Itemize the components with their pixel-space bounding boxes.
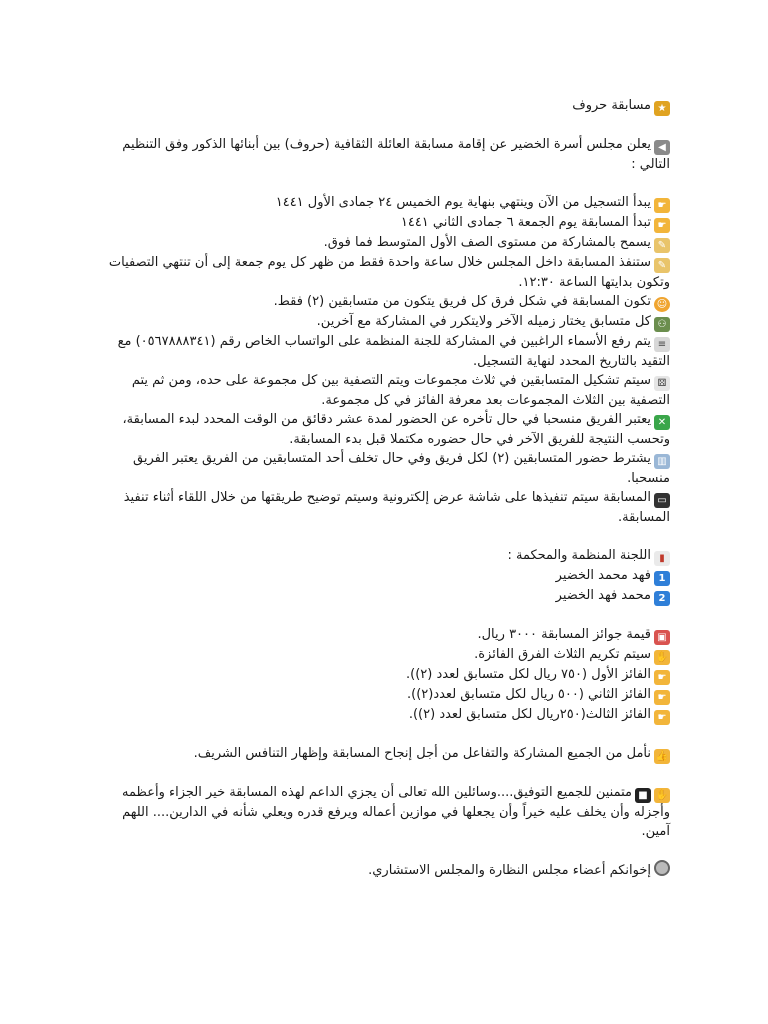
- prize-text: الفائز الثالث(٢٥٠ريال لكل متسابق لعدد (٢)).: [408, 707, 651, 722]
- document-title: مسابقة حروف: [572, 98, 651, 113]
- rule-item: [100, 213, 670, 233]
- pointing-hand-icon: ☛: [654, 670, 670, 685]
- announcement-document: [100, 96, 670, 880]
- rule-item: [100, 371, 670, 410]
- rule-text: كل متسابق يختار زميله الآخر ولايتكرر في المشاركة مع آخرين.: [316, 314, 651, 329]
- cross-mark-icon: ✕: [654, 415, 670, 430]
- pointing-hand-icon: ☛: [654, 710, 670, 725]
- rule-item: [100, 233, 670, 253]
- hope-line: [100, 744, 670, 764]
- rule-item: [100, 449, 670, 488]
- bar-chart-icon: ▮: [654, 551, 670, 566]
- rule-text: يبدأ التسجيل من الآن وينتهي بنهاية يوم الخميس ٢٤ جمادى الأول ١٤٤١: [275, 195, 651, 210]
- rule-text: يسمح بالمشاركة من مستوى الصف الأول المتوسط فما فوق.: [323, 235, 651, 250]
- rule-text: يتم رفع الأسماء الراغبين في المشاركة للجنة المنظمة على الواتساب الخاص رقم (٠٥٦٧٨٨٨٣٤١) مع التقيد بالتاريخ المحدد لنهاية التسجيل.: [117, 334, 670, 369]
- dice-icon: ⚄: [654, 376, 670, 391]
- clapping-icon: ✋: [655, 652, 669, 663]
- member-name: فهد محمد الخضير: [555, 568, 651, 583]
- faces-icon: ☺: [654, 297, 670, 312]
- pointing-hand-icon: ☛: [654, 690, 670, 705]
- committee-heading-line: [100, 546, 670, 566]
- prize-text: قيمة جوائز المسابقة ٣٠٠٠ ريال.: [477, 627, 651, 642]
- book-icon: ▥: [654, 454, 670, 469]
- rule-item: [100, 253, 670, 292]
- intro-line: [100, 135, 670, 174]
- gift-icon: ▣: [654, 630, 670, 645]
- rule-item: [100, 332, 670, 371]
- rule-text: سيتم تشكيل المتسابقين في ثلاث مجموعات ويتم التصفية بين كل مجموعة على حده، ومن ثم يتم التصفية بين الثلاث المجموعات بعد معرفة الفائز في كل مجموعة.: [131, 373, 670, 408]
- thumbs-up-icon: 👍: [655, 751, 669, 762]
- prize-item: [100, 685, 670, 705]
- rule-item: [100, 292, 670, 312]
- rule-text: تكون المسابقة في شكل فرق كل فريق يتكون من متسابقين (٢) فقط.: [273, 294, 651, 309]
- prize-item: [100, 625, 670, 645]
- rule-text: ستنفذ المسابقة داخل المجلس خلال ساعة واحدة فقط من ظهر كل يوم جمعة إلى أن تنتهي التصفيات وتكون بدايتها الساعة ١٢:٣٠.: [108, 255, 670, 290]
- prize-item: [100, 665, 670, 685]
- pointing-hand-icon: ☛: [654, 218, 670, 233]
- committee-member: [100, 586, 670, 606]
- closing-text: متمنين للجميع التوفيق....وسائلين الله تعالى أن يجزي الداعم لهذه المسابقة خير الجزاء وأعظمه وأجزله وأن يخلف عليه خيراً وأن يجعلها في موازين أعماله ويرفع قدره ويعلي شأنه في الدارين.... اللهم آمين.: [122, 785, 670, 839]
- clipboard-icon: ≡: [654, 337, 670, 352]
- raised-hands-icon: ✋: [655, 790, 669, 801]
- intro-text: يعلن مجلس أسرة الخضير عن إقامة مسابقة العائلة الثقافية (حروف) بين أبنائها الذكور وفق التنظيم التالي :: [122, 137, 670, 172]
- signature-line: [100, 860, 670, 880]
- trophy-icon: ★: [654, 101, 670, 116]
- radio-button-icon: [654, 860, 670, 876]
- closing-line: [100, 783, 670, 841]
- prize-item: [100, 645, 670, 665]
- rule-item: [100, 410, 670, 449]
- rule-item: [100, 312, 670, 332]
- signature-text: إخوانكم أعضاء مجلس النظارة والمجلس الاستشاري.: [368, 863, 651, 878]
- committee-member: [100, 566, 670, 586]
- rule-item: [100, 488, 670, 527]
- keycap-two-icon: 2: [654, 591, 670, 606]
- speaker-icon: ◀: [654, 140, 670, 155]
- prize-text: سيتم تكريم الثلاث الفرق الفائزة.: [474, 647, 651, 662]
- rule-text: يشترط حضور المتسابقين (٢) لكل فريق وفي حال تخلف أحد المتسابقين من الفريق يعتبر الفريق منسحبا.: [133, 451, 670, 486]
- monitor-icon: ▭: [654, 493, 670, 508]
- pencil-icon: ✎: [654, 258, 670, 273]
- member-name: محمد فهد الخضير: [555, 588, 651, 603]
- pencil-icon: ✎: [654, 238, 670, 253]
- rule-text: المسابقة سيتم تنفيذها على شاشة عرض إلكترونية وسيتم توضيح طريقتها من خلال اللقاء أثناء تنفيذ المسابقة.: [123, 490, 670, 525]
- prize-item: [100, 705, 670, 725]
- title-line: [100, 96, 670, 116]
- people-icon: ⚇: [654, 317, 670, 332]
- rule-text: يعتبر الفريق منسحبا في حال تأخره عن الحضور لمدة عشر دقائق من الوقت المحدد لبدء المسابقة، وتحسب النتيجة للفريق الآخر في حال حضوره مكتملا قبل بدء المسابقة.: [122, 412, 670, 447]
- kaaba-icon: ■: [635, 788, 651, 803]
- rule-text: تبدأ المسابقة يوم الجمعة ٦ جمادى الثاني ١٤٤١: [400, 215, 651, 230]
- rule-item: [100, 193, 670, 213]
- committee-heading: اللجنة المنظمة والمحكمة :: [507, 548, 651, 563]
- prize-text: الفائز الثاني (٥٠٠ ريال لكل متسابق لعدد(٢)).: [406, 687, 651, 702]
- keycap-one-icon: 1: [654, 571, 670, 586]
- hope-text: نأمل من الجميع المشاركة والتفاعل من أجل إنجاح المسابقة وإظهار التنافس الشريف.: [193, 746, 651, 761]
- prize-text: الفائز الأول (٧٥٠ ريال لكل متسابق لعدد (٢)).: [406, 667, 651, 682]
- pointing-hand-icon: ☛: [654, 198, 670, 213]
